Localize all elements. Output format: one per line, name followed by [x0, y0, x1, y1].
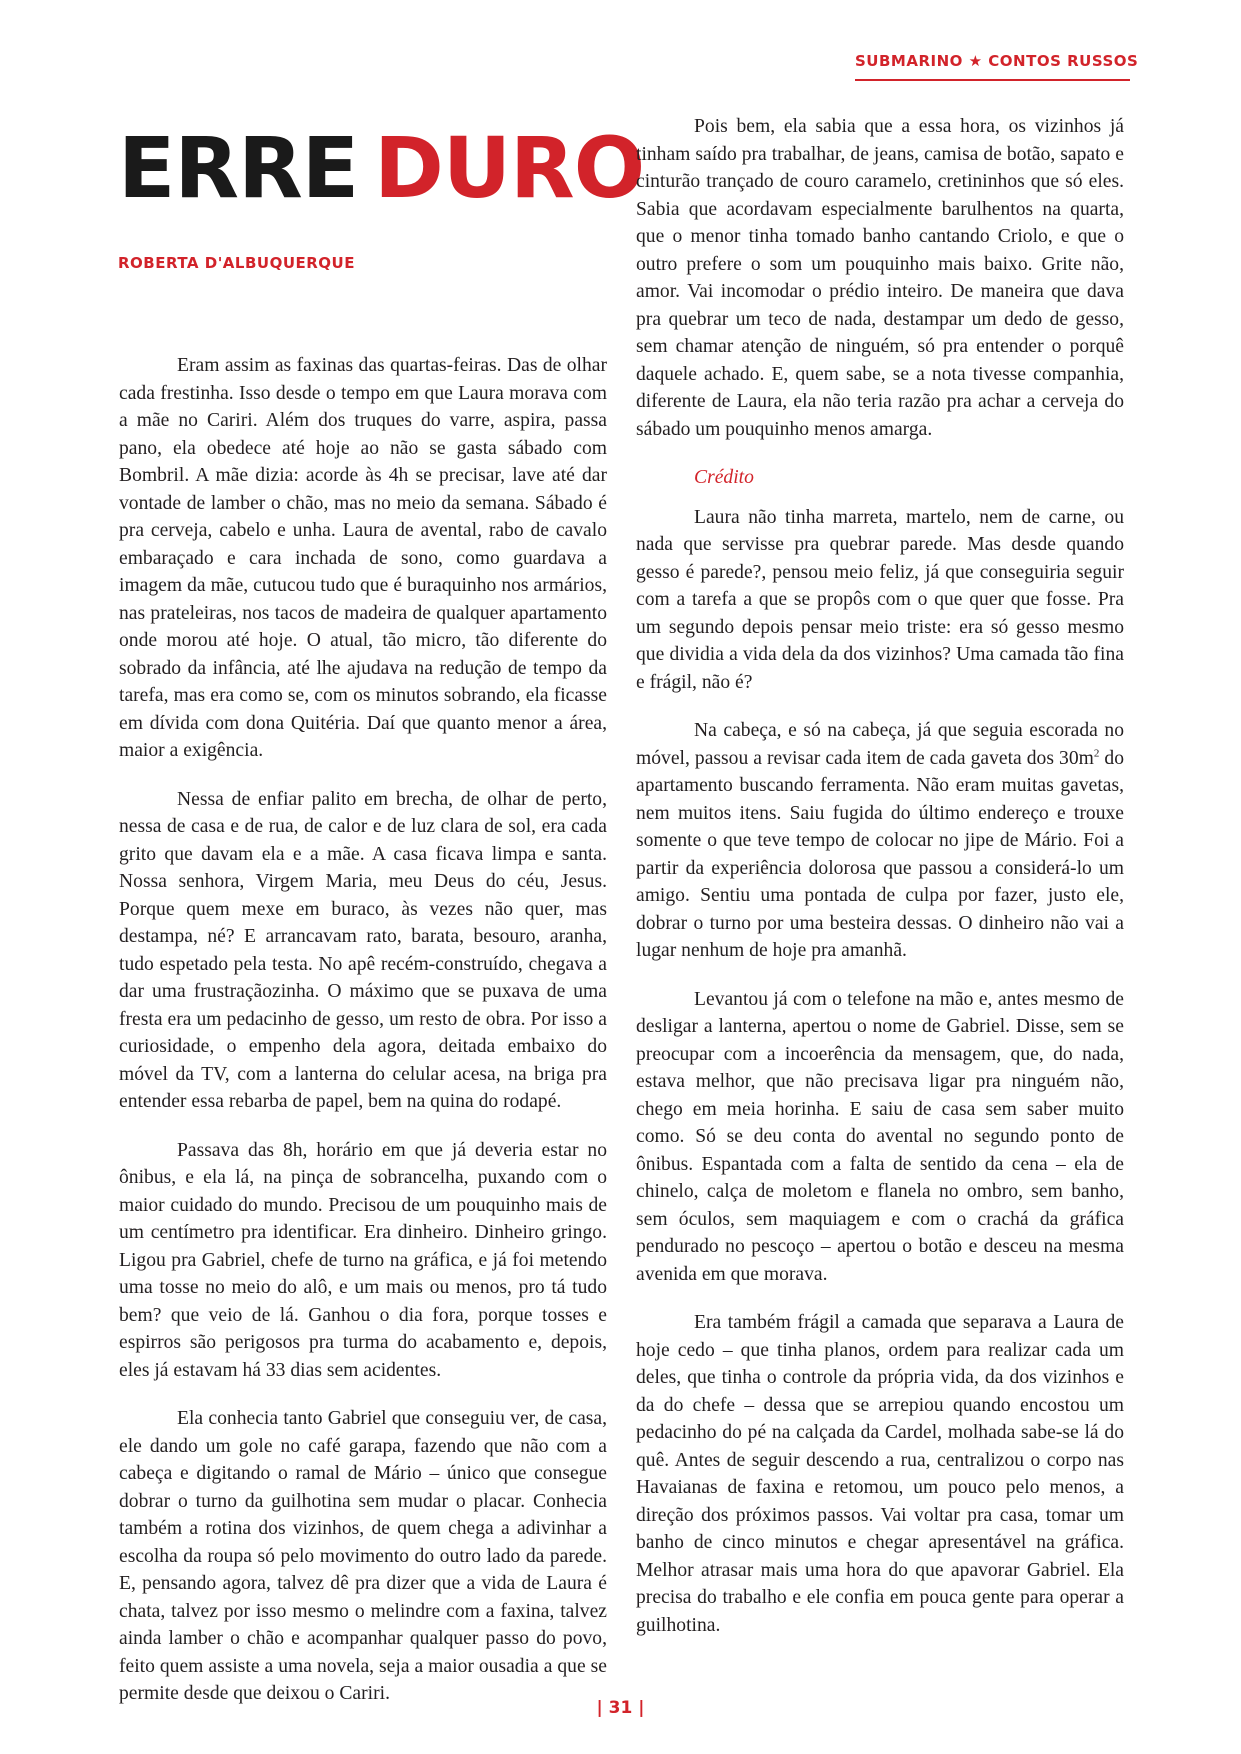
paragraph: Nessa de enfiar palito em brecha, de olhar de perto, nessa de casa e de rua, de calor e de luz clara de sol, era cada grito que davam ela e a mãe. A casa ficava limpa e santa. Nossa senhora, Virgem Maria, meu Deus do céu, Jesus. Porque quem mexe em buraco, às vezes não quer, mas destampa, né? E arrancavam rato, barata, besouro, aranha, tudo espetado pela testa. No apê recém-construído, chegava a dar uma frustraçãozinha. O máximo que se puxava de uma fresta era um pedacinho de gesso, um resto de obra. Por isso a curiosidade, o empenho dela agora, deitada embaixo do móvel da TV, com a lanterna do celular acesa, na briga pra entender essa rebarba de papel, bem na quina do rodapé. [119, 788, 607, 1112]
paragraph: Era também frágil a camada que separava a Laura de hoje cedo – que tinha planos, ordem para realizar cada um deles, que tinha o controle da própria vida, da dos vizinhos e da do chefe – dessa que se arrepiou quando encostou um pedacinho do pé na calçada da Cardel, molhada sabe-se lá do quê. Antes de seguir descendo a rua, centralizou o corpo nas Havaianas de faxina e retomou, um pouco pelo menos, a direção dos próximos passos. Vai voltar pra casa, tomar um banho de cinco minutos e chegar apresentável na gráfica. Melhor atrasar mais uma hora do que apavorar Gabriel. Ela precisa do trabalho e ele confia em pouca gente para operar a guilhotina. [636, 1312, 1124, 1636]
author-name: ROBERTA D'ALBUQUERQUE [118, 254, 355, 272]
story-title [118, 118, 644, 218]
section-heading: Crédito [694, 467, 754, 488]
paragraph: Laura não tinha marreta, martelo, nem de carne, ou nada que servisse pra quebrar parede. Mas desde quando gesso é parede?, pensou meio feliz, já que conseguiria seguir com a tarefa a que se propôs com o que quer que fosse. Pra um segundo depois pensar meio triste: era só gesso mesmo que dividia a vida dela da dos vizinhos? Uma camada tão fina e frágil, não é? [636, 506, 1124, 693]
paragraph-text: do apartamento buscando ferramenta. Não eram muitas gavetas, nem muitos itens. Saiu fugida do último endereço e trouxe somente o que teve tempo de colocar no jipe de Mário. Foi a partir da experiência dolorosa que passou a considerá-lo um amigo. Sentiu uma pontada de culpa por fazer, justo ele, dobrar o turno por uma besteira dessas. O dinheiro não vai a lugar nenhum de hoje pra amanhã. [636, 747, 1124, 961]
paragraph: Pois bem, ela sabia que a essa hora, os vizinhos já tinham saído pra trabalhar, de jeans, camisa de botão, sapato e cinturão trançado de couro caramelo, cretininhos que só eles. Sabia que acordavam especialmente barulhentos na quarta, que o menor tinha tomado banho cantando Criolo, e que o outro prefere o som um pouquinho mais baixo. Grite não, amor. Vai incomodar o prédio inteiro. De maneira que dava pra quebrar um teco de nada, destampar um dedo de gesso, sem chamar atenção de ninguém, só pra entender o porquê daquele achado. E, quem sabe, se a nota tivesse companhia, diferente de Laura, ela não teria razão pra achar a cerveja do sábado um pouquinho menos amarga. [636, 116, 1124, 440]
paragraph: Ela conhecia tanto Gabriel que conseguiu ver, de casa, ele dando um gole no café garapa, fazendo que não com a cabeça e digitando o ramal de Mário – único que consegue dobrar o turno da guilhotina sem mudar o placar. Conhecia também a rotina dos vizinhos, de quem chega a adivinhar a escolha da roupa só pelo movimento do outro lado da parede. E, pensando agora, talvez dê pra dizer que a vida de Laura é chata, talvez por isso mesmo o melindre com a faxina, talvez ainda lamber o chão e acompanhar qualquer passo do povo, feito quem assiste a uma novela, seja a maior ousadia a que se permite desde que deixou o Cariri. [119, 1408, 607, 1704]
superscript: 2 [1093, 746, 1100, 759]
paragraph: Passava das 8h, horário em que já deveria estar no ônibus, e ela lá, na pinça de sobrancelha, puxando com o maior cuidado do mundo. Precisou de um pouquinho mais de um centímetro pra identificar. Era dinheiro. Dinheiro gringo. Ligou pra Gabriel, chefe de turno na gráfica, e já foi metendo uma tosse no meio do alô, e um mais ou menos, pro tá tudo bem? que veio de lá. Ganhou o dia fora, porque tosses e espirros são perigosos pra turma do acabamento e, depois, eles já estavam há 33 dias sem acidentes. [119, 1139, 607, 1381]
paragraph-text: Na cabeça, e só na cabeça, já que seguia escorada no móvel, passou a revisar cada item de cada gaveta dos 30m [636, 720, 1124, 769]
paragraph [636, 717, 1124, 965]
header-underline [855, 79, 1130, 81]
magazine-header-brand: SUBMARINO ★ CONTOS RUSSOS [855, 52, 1139, 70]
title-word-2: DURO [374, 119, 645, 217]
title-word-1: ERRE [118, 119, 359, 217]
left-column [119, 352, 607, 1729]
paragraph: Eram assim as faxinas das quartas-feiras. Das de olhar cada frestinha. Isso desde o tempo em que Laura morava com a mãe no Cariri. Além dos truques do varre, aspira, passa pano, ela obedece até hoje ao não se gasta sábado com Bombril. A mãe dizia: acorde às 4h se precisar, lave até dar vontade de lamber o chão, mas no meio da semana. Sábado é pra cerveja, cabelo e unha. Laura de avental, rabo de cavalo embaraçado e cara inchada de sono, como guardava a imagem da mãe, cutucou tudo que é buraquinho nos armários, nas prateleiras, nos tacos de madeira de qualquer apartamento onde morou até hoje. O atual, tão micro, tão diferente do sobrado da infância, até lhe ajudava na redução de tempo da tarefa, mas era como se, com os minutos sobrando, ela ficasse em dívida com dona Quitéria. Daí que quanto menor a área, maior a exigência. [119, 355, 607, 761]
page-number: | 31 | [596, 1698, 645, 1718]
paragraph: Levantou já com o telefone na mão e, antes mesmo de desligar a lanterna, apertou o nome de Gabriel. Disse, sem se preocupar com a incoerência da mensagem, que, do nada, estava melhor, que não precisava ligar pra ninguém não, chego em meia horinha. E saiu de casa sem saber muito como. Só se deu conta do avental no segundo ponto de ônibus. Espantada com a falta de sentido da cena – ela de chinelo, calça de moletom e flanela no ombro, sem banho, sem óculos, sem maquiagem e com o crachá da gráfica pendurado no pescoço – apertou o botão e desceu na mesma avenida em que morava. [636, 988, 1124, 1285]
right-column [636, 113, 1124, 1660]
